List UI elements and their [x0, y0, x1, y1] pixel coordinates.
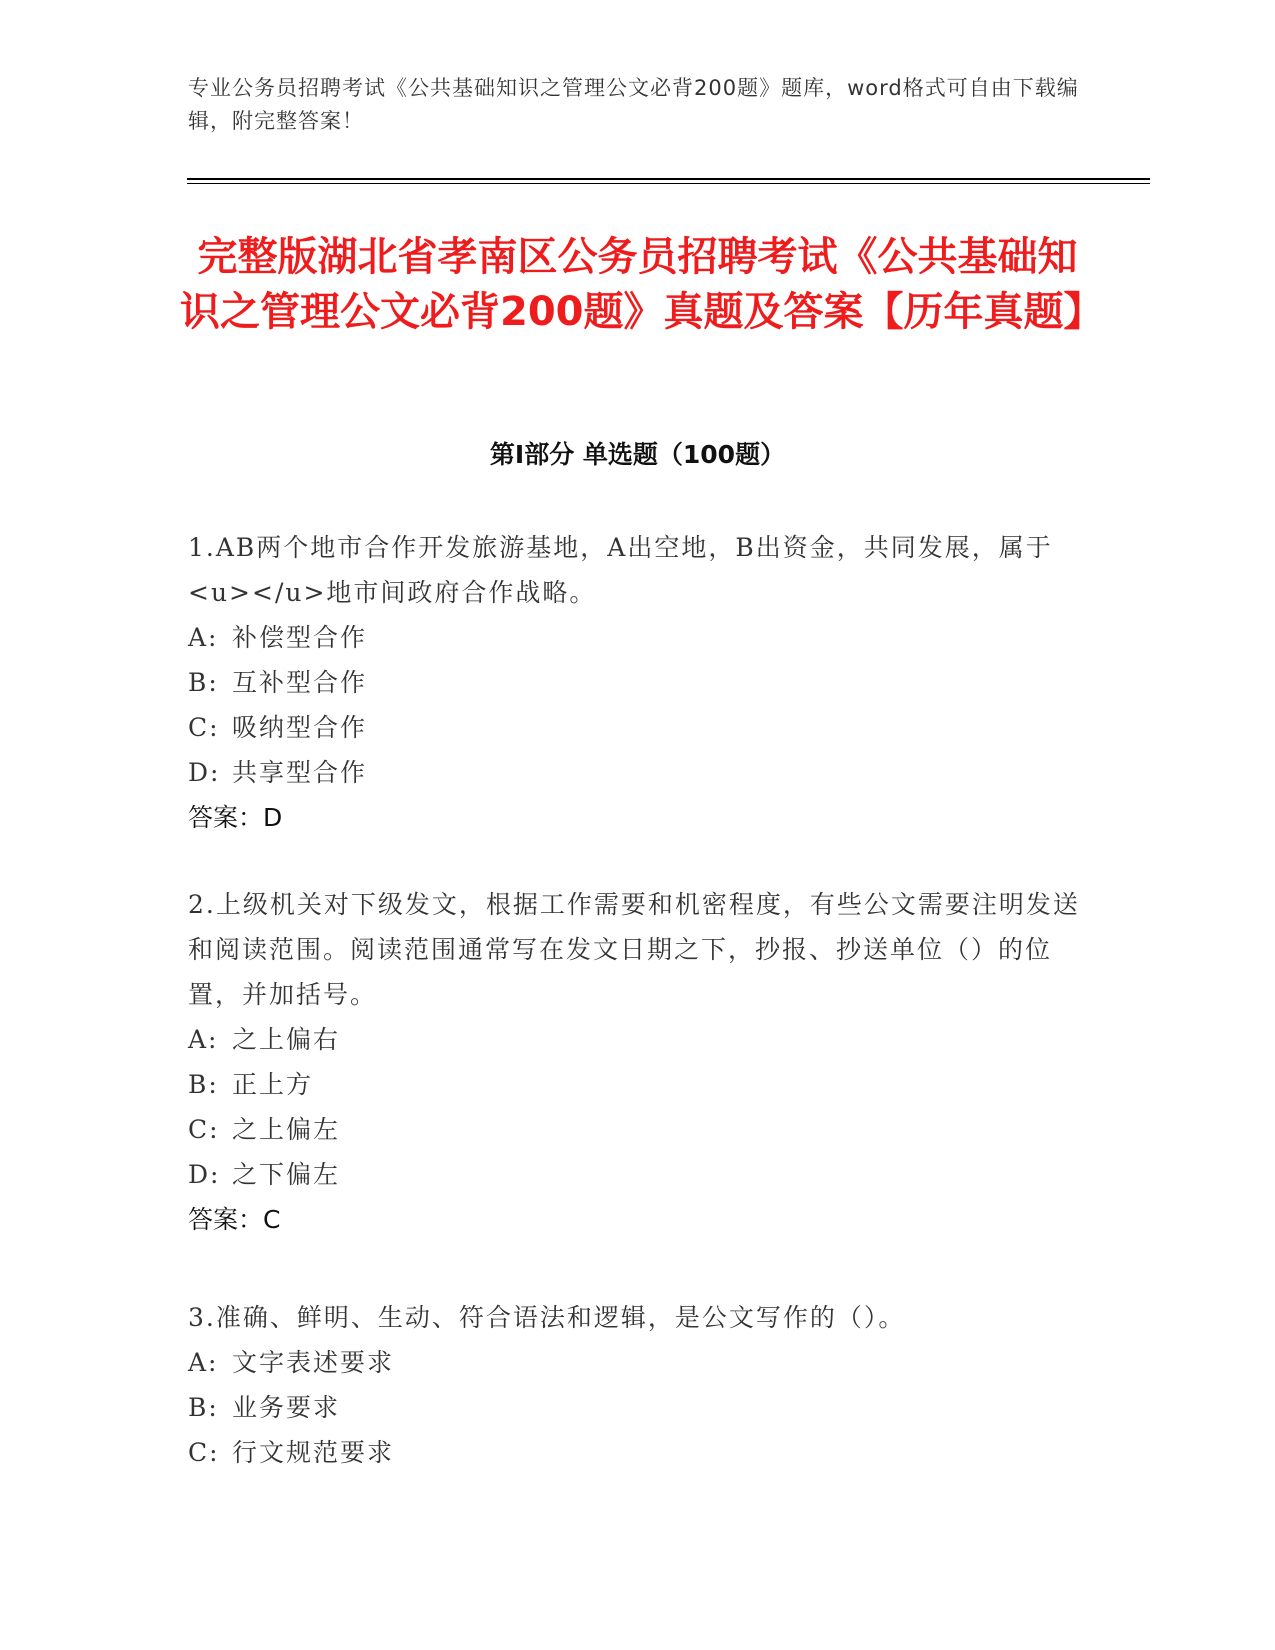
option-text: 文字表述要求: [232, 1348, 395, 1377]
option-text: 业务要求: [232, 1393, 341, 1422]
question-stem: 1.AB两个地市合作开发旅游基地，A出空地，B出资金，共同发展，属于<u></u>地市间政府合作战略。: [188, 533, 1053, 607]
option-b: [188, 660, 1088, 705]
header-divider: [187, 178, 1150, 180]
option-text: 吸纳型合作: [232, 713, 368, 742]
option-text: 之下偏左: [232, 1160, 341, 1189]
option-b: [188, 1385, 1088, 1430]
option-key: B:: [188, 668, 219, 697]
question-2: [188, 882, 1088, 1242]
header-divider-thin: [187, 183, 1150, 184]
option-key: A:: [188, 1025, 219, 1054]
option-text: 之上偏左: [232, 1115, 341, 1144]
option-text: 之上偏右: [232, 1025, 341, 1054]
option-c: [188, 1430, 1088, 1475]
option-key: C:: [188, 1438, 220, 1467]
option-key: C:: [188, 713, 220, 742]
answer: 答案：D: [188, 803, 283, 832]
question-stem: 2.上级机关对下级发文，根据工作需要和机密程度，有些公文需要注明发送和阅读范围。阅读范围通常写在发文日期之下，抄报、抄送单位（）的位置，并加括号。: [188, 890, 1080, 1009]
section-heading: 第Ⅰ部分 单选题（100题）: [489, 440, 786, 469]
option-key: D:: [188, 758, 221, 787]
option-b: [188, 1062, 1088, 1107]
answer: 答案：C: [188, 1205, 281, 1234]
option-d: [188, 750, 1088, 795]
option-text: 行文规范要求: [232, 1438, 395, 1467]
question-1: [188, 525, 1088, 840]
question-3: [188, 1295, 1088, 1475]
option-key: C:: [188, 1115, 220, 1144]
header-note: 专业公务员招聘考试《公共基础知识之管理公文必背200题》题库，word格式可自由下载编辑，附完整答案！: [188, 76, 1079, 133]
option-key: A:: [188, 623, 219, 652]
option-key: D:: [188, 1160, 221, 1189]
option-text: 共享型合作: [232, 758, 368, 787]
option-c: [188, 705, 1088, 750]
option-key: B:: [188, 1070, 219, 1099]
option-d: [188, 1152, 1088, 1197]
option-key: B:: [188, 1393, 219, 1422]
option-text: 正上方: [232, 1070, 314, 1099]
option-text: 互补型合作: [232, 668, 368, 697]
question-stem: 3.准确、鲜明、生动、符合语法和逻辑，是公文写作的（）。: [188, 1303, 906, 1332]
option-a: [188, 1017, 1088, 1062]
option-c: [188, 1107, 1088, 1152]
option-text: 补偿型合作: [232, 623, 368, 652]
option-a: [188, 1340, 1088, 1385]
document-title: 完整版湖北省孝南区公务员招聘考试《公共基础知识之管理公文必背200题》真题及答案【历年真题】: [180, 234, 1104, 335]
option-key: A:: [188, 1348, 219, 1377]
option-a: [188, 615, 1088, 660]
